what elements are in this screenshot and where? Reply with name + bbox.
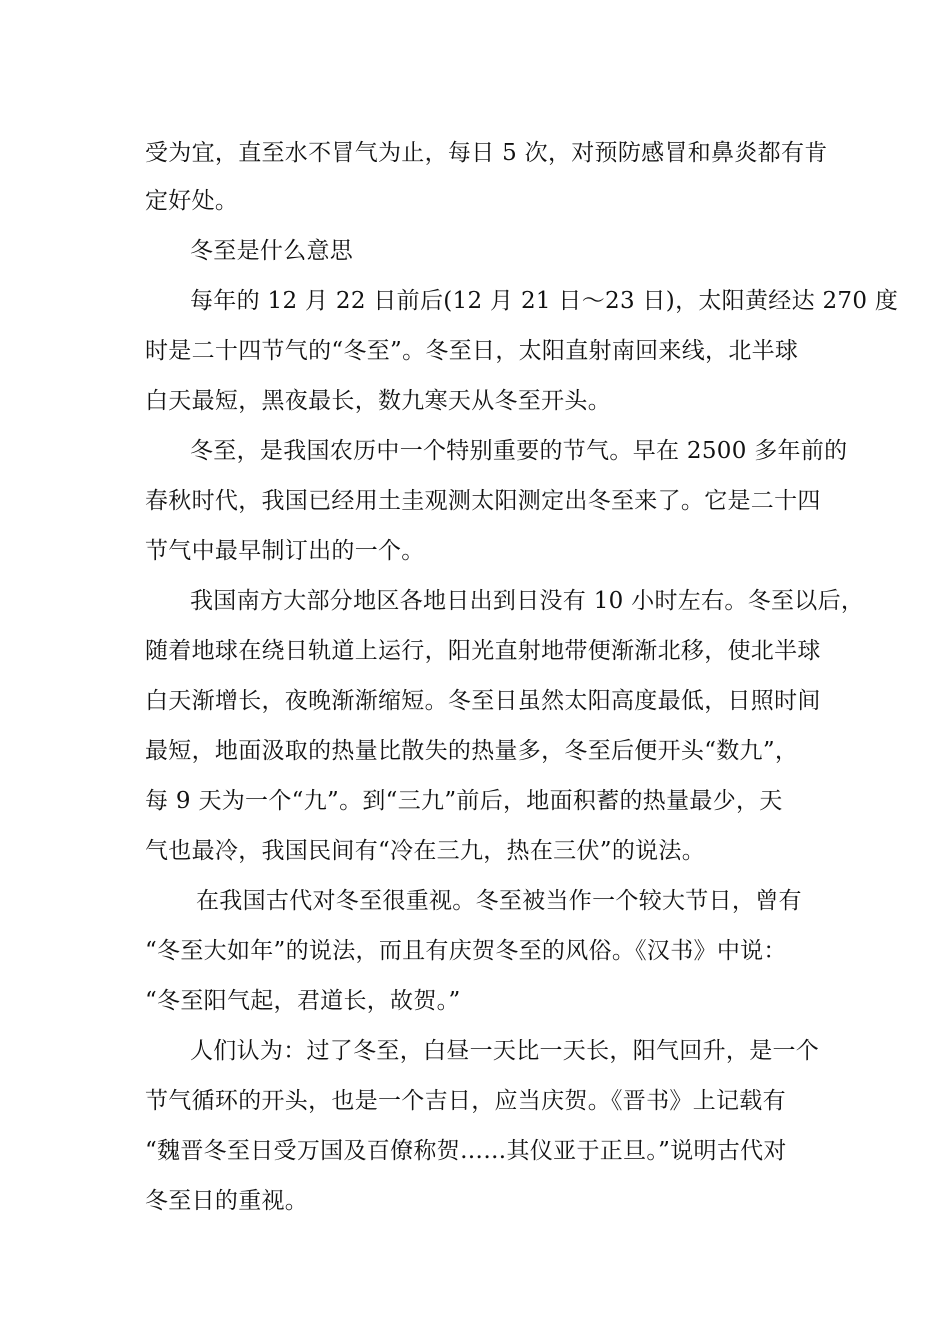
text-line: 我国南方大部分地区各地日出到日没有 10 小时左右。冬至以后， [190, 588, 865, 614]
text-line: 受为宜，直至水不冒气为止，每日 5 次，对预防感冒和鼻炎都有肯 [145, 140, 828, 166]
text-line: 气也最冷，我国民间有“冷在三九，热在三伏”的说法。 [145, 838, 706, 864]
text-line: 时是二十四节气的“冬至”。冬至日，太阳直射南回来线，北半球 [145, 338, 799, 364]
text-line: 人们认为：过了冬至，白昼一天比一天长，阳气回升，是一个 [190, 1038, 820, 1064]
text-line: 节气中最早制订出的一个。 [145, 538, 425, 564]
text-line: “魏晋冬至日受万国及百僚称贺……其仪亚于正旦。”说明古代对 [145, 1138, 787, 1164]
text-line: 每 9 天为一个“九”。到“三九”前后，地面积蓄的热量最少，天 [145, 788, 783, 814]
section-heading: 冬至是什么意思 [190, 238, 354, 264]
text-line: 随着地球在绕日轨道上运行，阳光直射地带便渐渐北移，使北半球 [145, 638, 821, 664]
text-line: 每年的 12 月 22 日前后(12 月 21 日～23 日)，太阳黄经达 270 度 [190, 288, 899, 314]
text-line: 最短，地面汲取的热量比散失的热量多，冬至后便开头“数九”， [145, 738, 799, 764]
text-line: 节气循环的开头，也是一个吉日，应当庆贺。《晋书》上记载有 [145, 1088, 786, 1114]
text-line: 在我国古代对冬至很重视。冬至被当作一个较大节日，曾有 [196, 888, 802, 914]
text-line: 白天渐增长，夜晚渐渐缩短。冬至日虽然太阳高度最低，日照时间 [145, 688, 821, 714]
text-line: “冬至大如年”的说法，而且有庆贺冬至的风俗。《汉书》中说： [145, 938, 787, 964]
text-line: 冬至，是我国农历中一个特别重要的节气。早在 2500 多年前的 [190, 438, 848, 464]
text-line: 春秋时代，我国已经用土圭观测太阳测定出冬至来了。它是二十四 [145, 488, 821, 514]
text-line: 冬至日的重视。 [145, 1188, 309, 1214]
text-line: “冬至阳气起，君道长，故贺。” [145, 988, 461, 1014]
text-line: 白天最短，黑夜最长，数九寒天从冬至开头。 [145, 388, 611, 414]
text-line: 定好处。 [145, 188, 239, 214]
